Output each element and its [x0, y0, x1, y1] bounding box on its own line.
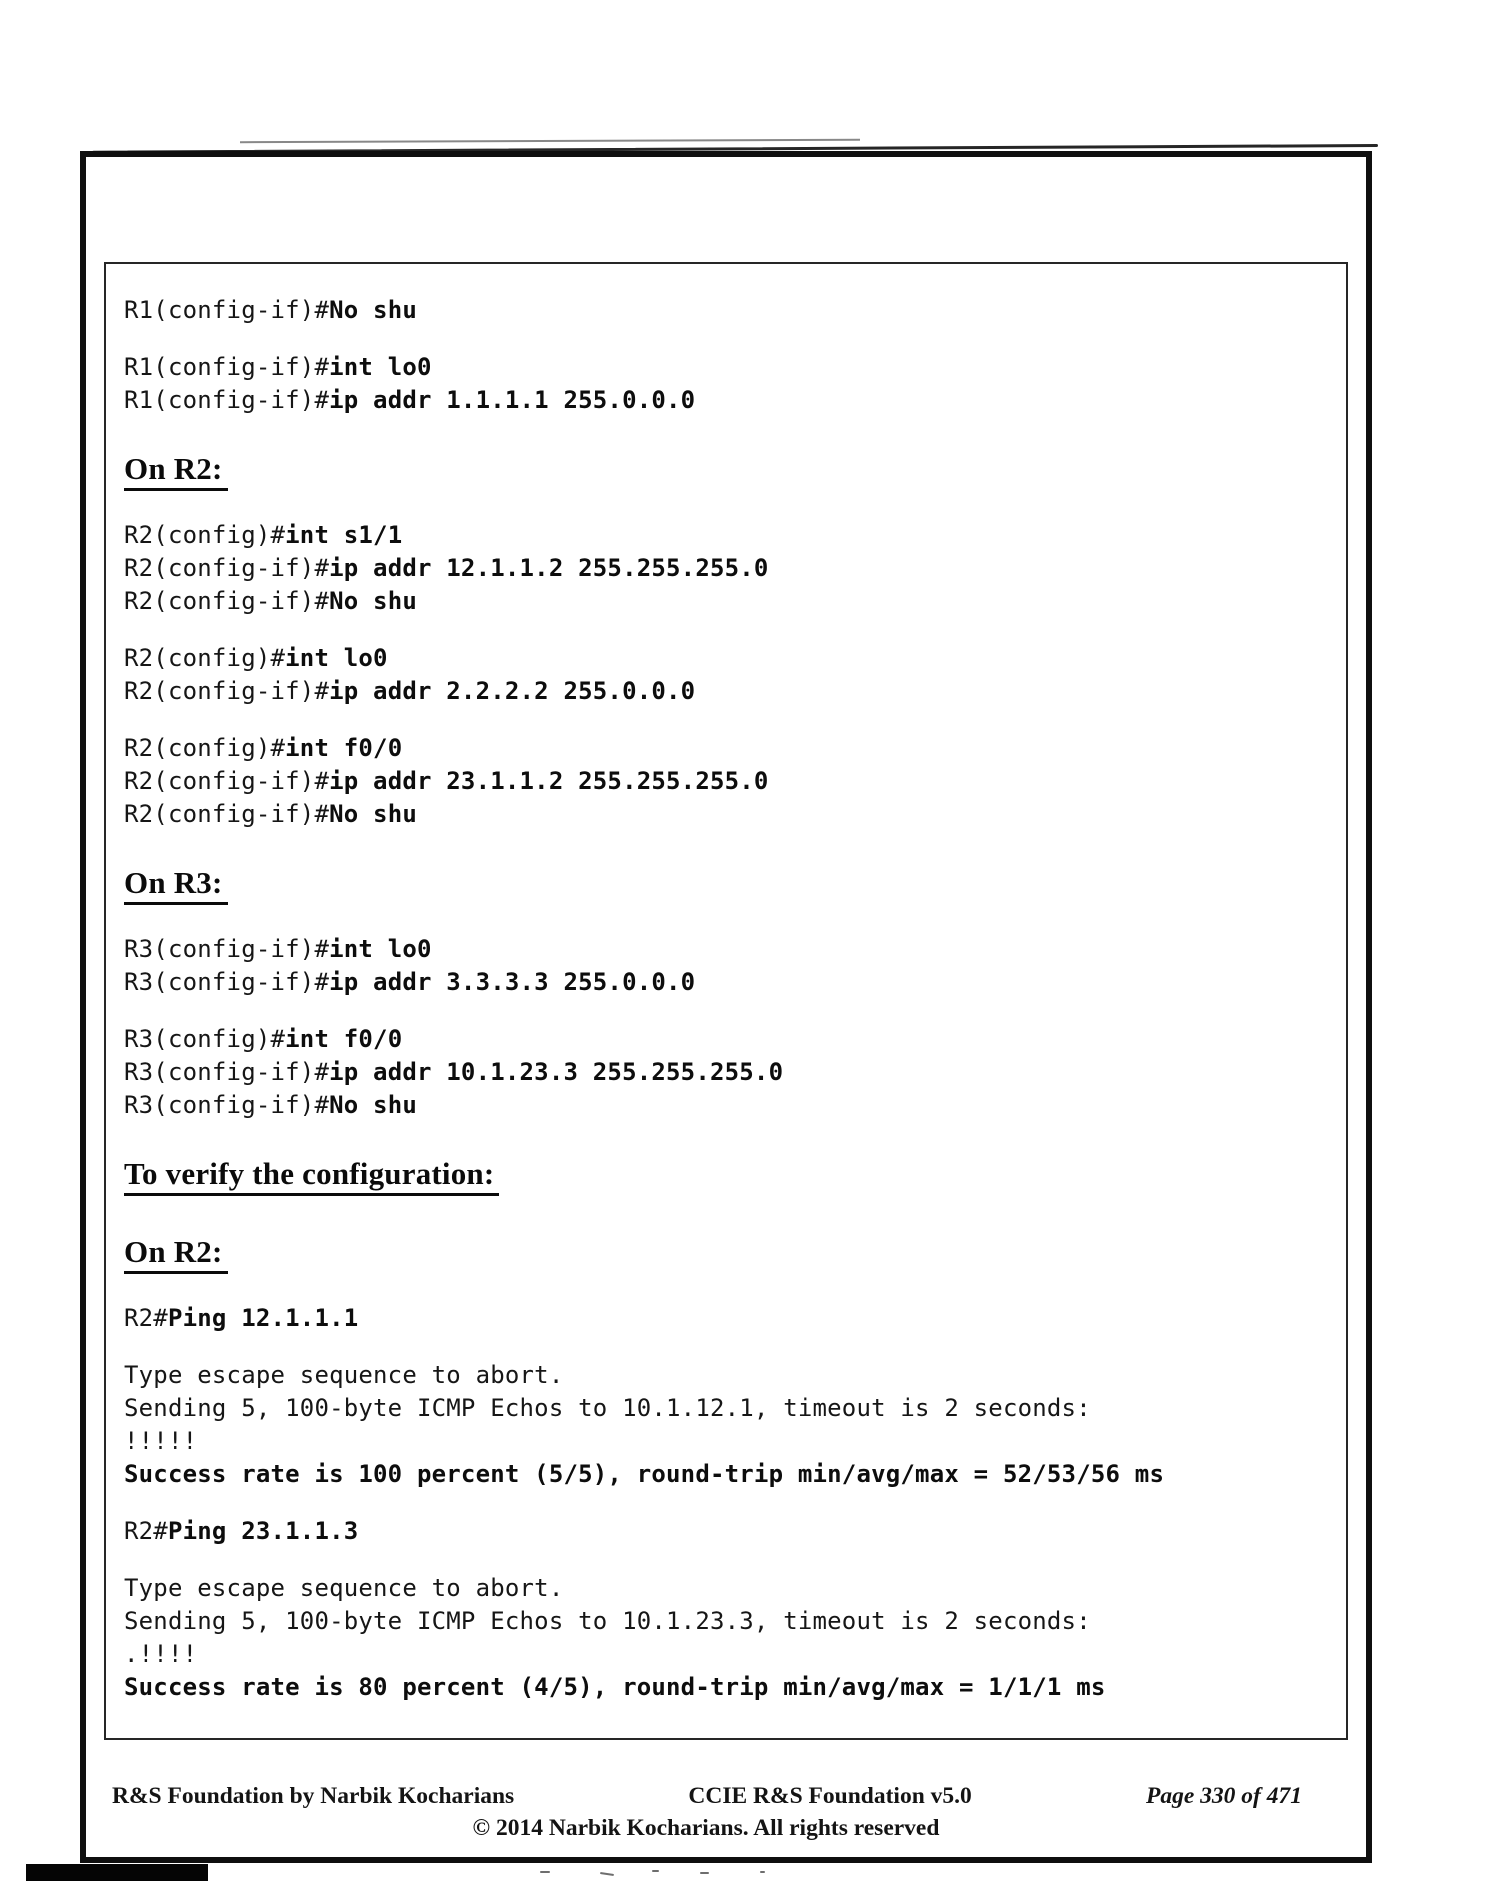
cli-command-line: [124, 1515, 1338, 1548]
cli-command-text: ip addr 2.2.2.2 255.0.0.0: [329, 677, 696, 705]
cli-prompt: R2(config)#: [124, 521, 286, 549]
cli-prompt: R2(config-if)#: [124, 767, 330, 795]
cli-command-line: [124, 384, 1338, 417]
cli-command-line: [124, 642, 1338, 675]
blank-line: [124, 1491, 1338, 1515]
cli-command-line: [124, 519, 1338, 552]
cli-output-line: .!!!!: [124, 1640, 198, 1668]
section-heading-text: On R2:: [124, 451, 228, 491]
cli-output-line: Sending 5, 100-byte ICMP Echos to 10.1.23.3, timeout is 2 seconds:: [124, 1607, 1091, 1635]
section-heading-text: On R2:: [124, 1234, 228, 1274]
cli-command-text: No shu: [329, 587, 417, 615]
blank-line: [124, 495, 1338, 519]
cli-command-text: ip addr 12.1.1.2 255.255.255.0: [329, 554, 769, 582]
blank-line: [124, 999, 1338, 1023]
section-heading: [124, 441, 1338, 495]
cli-prompt: R3(config)#: [124, 1025, 286, 1053]
blank-line: [124, 831, 1338, 855]
cli-command-text: int lo0: [329, 935, 432, 963]
cli-prompt: R3(config-if)#: [124, 1058, 330, 1086]
cli-command-line: [124, 966, 1338, 999]
section-heading-text: To verify the configuration:: [124, 1156, 499, 1196]
scan-artifact-black-bar: [26, 1864, 208, 1881]
blank-line: [124, 1122, 1338, 1146]
blank-line: [124, 618, 1338, 642]
blank-line: [124, 1200, 1338, 1224]
scan-artifact-speck: [700, 1872, 709, 1874]
section-heading: [124, 855, 1338, 909]
cli-output-line: Success rate is 100 percent (5/5), round-trip min/avg/max = 52/53/56 ms: [124, 1460, 1165, 1488]
footer-copyright: © 2014 Narbik Kocharians. All rights reserved: [472, 1815, 940, 1841]
blank-line: [124, 708, 1338, 732]
blank-line: [124, 1548, 1338, 1572]
footer: [112, 1783, 1302, 1810]
cli-prompt: R2(config)#: [124, 734, 286, 762]
cli-command-text: int f0/0: [285, 734, 403, 762]
page-border-frame: [80, 151, 1372, 1863]
cli-prompt: R2(config)#: [124, 644, 286, 672]
cli-command-text: Ping 12.1.1.1: [167, 1304, 359, 1332]
scan-artifact-speck: [540, 1871, 550, 1873]
section-heading: [124, 1224, 1338, 1278]
cli-command-text: int lo0: [285, 644, 388, 672]
cli-prompt: R2(config-if)#: [124, 677, 330, 705]
cli-output-line: Success rate is 80 percent (4/5), round-trip min/avg/max = 1/1/1 ms: [124, 1673, 1106, 1701]
blank-line: [124, 909, 1338, 933]
cli-command-text: ip addr 10.1.23.3 255.255.255.0: [329, 1058, 784, 1086]
cli-command-line: [124, 351, 1338, 384]
scan-artifact-speck: [600, 1872, 614, 1876]
footer-center-text: CCIE R&S Foundation v5.0: [688, 1783, 972, 1809]
blank-line: [124, 1278, 1338, 1302]
blank-line: [124, 327, 1338, 351]
cli-command-text: ip addr 3.3.3.3 255.0.0.0: [329, 968, 696, 996]
cli-command-text: ip addr 1.1.1.1 255.0.0.0: [329, 386, 696, 414]
cli-output-line: !!!!!: [124, 1427, 198, 1455]
code-box: [104, 262, 1348, 1740]
cli-prompt: R2(config-if)#: [124, 554, 330, 582]
scan-artifact-speck: [652, 1870, 659, 1872]
cli-prompt: R2#: [124, 1304, 168, 1332]
footer-page-number: Page 330 of 471: [1145, 1783, 1302, 1809]
scan-artifact-speck: [760, 1871, 765, 1873]
cli-command-line: [124, 1089, 1338, 1122]
cli-command-line: [124, 1023, 1338, 1056]
section-heading-text: On R3:: [124, 865, 228, 905]
cli-prompt: R3(config-if)#: [124, 968, 330, 996]
scan-artifact-top-smudge: [240, 139, 860, 143]
cli-output-line: Type escape sequence to abort.: [124, 1361, 564, 1389]
cli-command-line: [124, 294, 1338, 327]
section-heading: [124, 1146, 1338, 1200]
blank-line: [124, 1335, 1338, 1359]
cli-prompt: R2(config-if)#: [124, 587, 330, 615]
cli-command-line: [124, 732, 1338, 765]
cli-prompt: R1(config-if)#: [124, 386, 330, 414]
cli-command-line: [124, 798, 1338, 831]
cli-command-text: int lo0: [329, 353, 432, 381]
cli-command-line: [124, 585, 1338, 618]
cli-command-line: [124, 552, 1338, 585]
cli-command-line: [124, 1056, 1338, 1089]
cli-prompt: R1(config-if)#: [124, 296, 330, 324]
cli-prompt: R3(config-if)#: [124, 1091, 330, 1119]
cli-command-line: [124, 1302, 1338, 1335]
cli-command-text: int f0/0: [285, 1025, 403, 1053]
cli-command-text: Ping 23.1.1.3: [167, 1517, 359, 1545]
cli-command-text: int s1/1: [285, 521, 403, 549]
footer-left-text: R&S Foundation by Narbik Kocharians: [112, 1783, 515, 1809]
cli-prompt: R3(config-if)#: [124, 935, 330, 963]
blank-line: [124, 417, 1338, 441]
cli-command-text: No shu: [329, 1091, 417, 1119]
cli-command-text: No shu: [329, 800, 417, 828]
cli-command-text: ip addr 23.1.1.2 255.255.255.0: [329, 767, 769, 795]
cli-command-line: [124, 675, 1338, 708]
cli-output-line: Type escape sequence to abort.: [124, 1574, 564, 1602]
cli-command-line: [124, 765, 1338, 798]
cli-command-text: No shu: [329, 296, 417, 324]
cli-output-line: Sending 5, 100-byte ICMP Echos to 10.1.12.1, timeout is 2 seconds:: [124, 1394, 1091, 1422]
cli-command-line: [124, 933, 1338, 966]
cli-prompt: R1(config-if)#: [124, 353, 330, 381]
cli-prompt: R2#: [124, 1517, 168, 1545]
cli-prompt: R2(config-if)#: [124, 800, 330, 828]
